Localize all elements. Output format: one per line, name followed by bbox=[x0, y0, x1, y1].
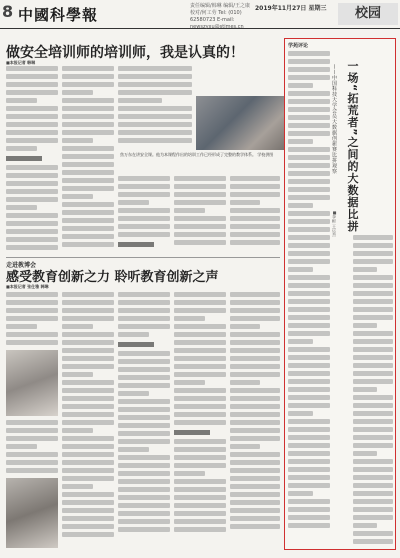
page-number: 8 bbox=[2, 2, 14, 21]
section-label: 校园 bbox=[338, 3, 398, 25]
story2-column-4 bbox=[174, 292, 226, 550]
story2-kicker: 走进教博会 bbox=[6, 262, 37, 269]
story2-column-5 bbox=[230, 292, 280, 550]
story1-column-5 bbox=[174, 176, 226, 254]
sidebar-headline: 一场“拓荒者”之间的大数据比拼 bbox=[346, 60, 359, 233]
story2-column-3 bbox=[118, 292, 170, 550]
sidebar-byline: ■李彬 王运杰 bbox=[332, 210, 337, 237]
story2-column-1-mid bbox=[6, 420, 58, 476]
story1-column-6 bbox=[230, 176, 280, 254]
story2-photo-1 bbox=[6, 350, 58, 416]
story2-byline: ■本报记者 张仕雅 韩琳 bbox=[6, 284, 49, 289]
story1-column-4 bbox=[118, 176, 170, 254]
story1-byline: ■本报记者 韩琳 bbox=[6, 60, 36, 65]
story1-photo bbox=[196, 96, 292, 150]
story1-column-2 bbox=[62, 66, 114, 254]
story1-headline: 做安全培训师的培训师，我是认真的！ bbox=[6, 45, 244, 61]
story1-photo-caption: 焦万东在讲安全课。他为本课程作出的培训工作已经形成了完整的教学体系。 学校供图 bbox=[120, 152, 274, 157]
sidebar-column-1 bbox=[288, 51, 330, 547]
story2-headline: 感受教育创新之力 聆听教育创新之声 bbox=[6, 270, 219, 285]
story-divider bbox=[6, 257, 280, 258]
highlighted-sidebar-article[interactable] bbox=[284, 38, 396, 550]
issue-date: 2019年11月27日 星期三 bbox=[255, 5, 327, 12]
page-header bbox=[0, 0, 400, 29]
sidebar-subtitle: ——中国科技大学会员大数据创新赛比拼观察 bbox=[331, 64, 337, 174]
story2-photo-2 bbox=[6, 478, 58, 548]
story1-column-3 bbox=[118, 66, 192, 150]
story2-column-1-top bbox=[6, 292, 58, 348]
sidebar-column-2 bbox=[353, 235, 393, 547]
editor-meta: 责任编辑/韩琳 编辑/王之康 校对/何工劳 Tel: (010) 62580723 E-mail: newszyxu@stimes.cn bbox=[190, 3, 250, 30]
story2-column-2 bbox=[62, 292, 114, 550]
story1-column-1 bbox=[6, 66, 58, 254]
sidebar-tag: 学苑评论 bbox=[288, 43, 309, 49]
masthead: 中國科學報 bbox=[18, 6, 99, 24]
